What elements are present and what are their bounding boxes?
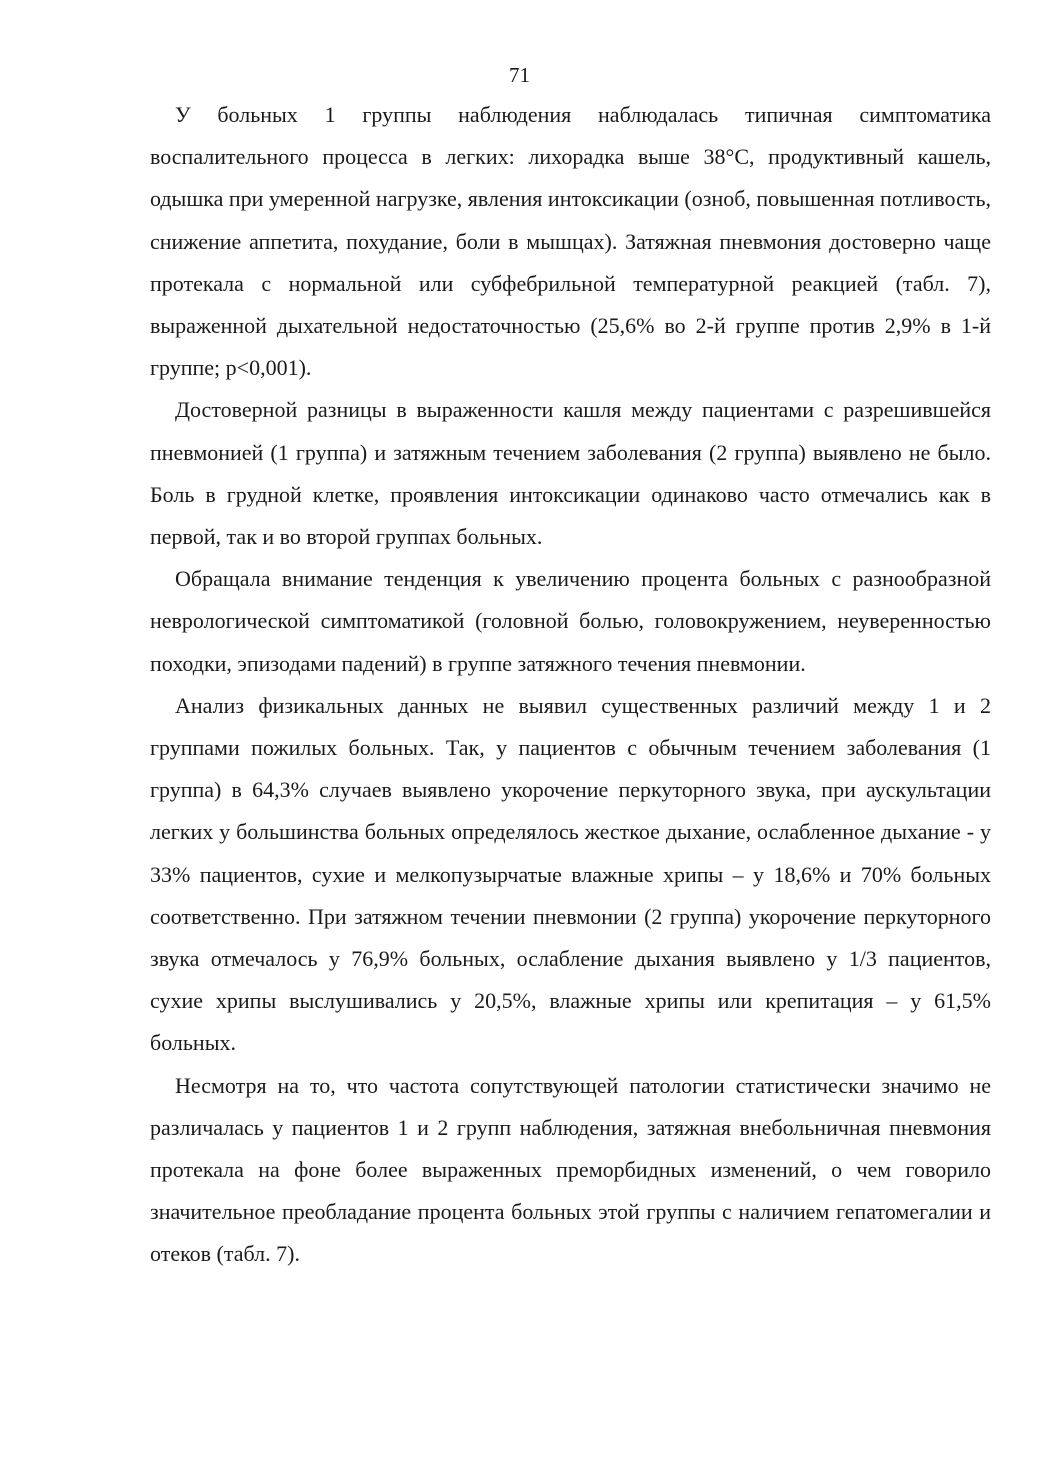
page-number: 71: [509, 63, 530, 87]
paragraph-cough-difference: Достоверной разницы в выраженности кашля между пациентами с разрешившейся пневмонией (1 группа) и затяжным течением заболевания (2 группа) выявлено не было. Боль в грудной клетке, проявления интоксикации одинаково часто отмечались как в первой, так и во второй группах больных.: [150, 397, 991, 550]
paragraph-symptoms: У больных 1 группы наблюдения наблюдалась типичная симптоматика воспалительного процесса в легких: лихорадка выше 38°С, продуктивный кашель, одышка при умеренной нагрузке, явления интоксикации (озноб, повышенная потливость, снижение аппетита, похудание, боли в мышцах). Затяжная пневмония достоверно чаще протекала с нормальной или субфебрильной температурной реакцией (табл. 7), выраженной дыхательной недостаточностью (25,6% во 2-й группе против 2,9% в 1-й группе; p<0,001).: [150, 102, 991, 381]
paragraph-physical-findings: Анализ физикальных данных не выявил существенных различий между 1 и 2 группами пожилых больных. Так, у пациентов с обычным течением заболевания (1 группа) в 64,3% случаев выявлено укорочение перкуторного звука, при аускультации легких у большинства больных определялось жесткое дыхание, ослабленное дыхание - у 33% пациентов, сухие и мелкопузырчатые влажные хрипы – у 18,6% и 70% больных соответственно. При затяжном течении пневмонии (2 группа) укорочение перкуторного звука отмечалось у 76,9% больных, ослабление дыхания выявлено у 1/3 пациентов, сухие хрипы выслушивались у 20,5%, влажные хрипы или крепитация – у 61,5% больных.: [150, 692, 991, 1056]
paragraph-neurological: Обращала внимание тенденция к увеличению процента больных с разнообразной неврологической симптоматикой (головной болью, головокружением, неуверенностью походки, эпизодами падений) в группе затяжного течения пневмонии.: [150, 566, 991, 676]
body-text: [150, 94, 991, 1276]
paragraph-comorbidity: Несмотря на то, что частота сопутствующей патологии статистически значимо не различалась у пациентов 1 и 2 групп наблюдения, затяжная внебольничная пневмония протекала на фоне более выраженных преморбидных изменений, о чем говорило значительное преобладание процента больных этой группы с наличием гепатомегалии и отеков (табл. 7).: [150, 1072, 991, 1267]
